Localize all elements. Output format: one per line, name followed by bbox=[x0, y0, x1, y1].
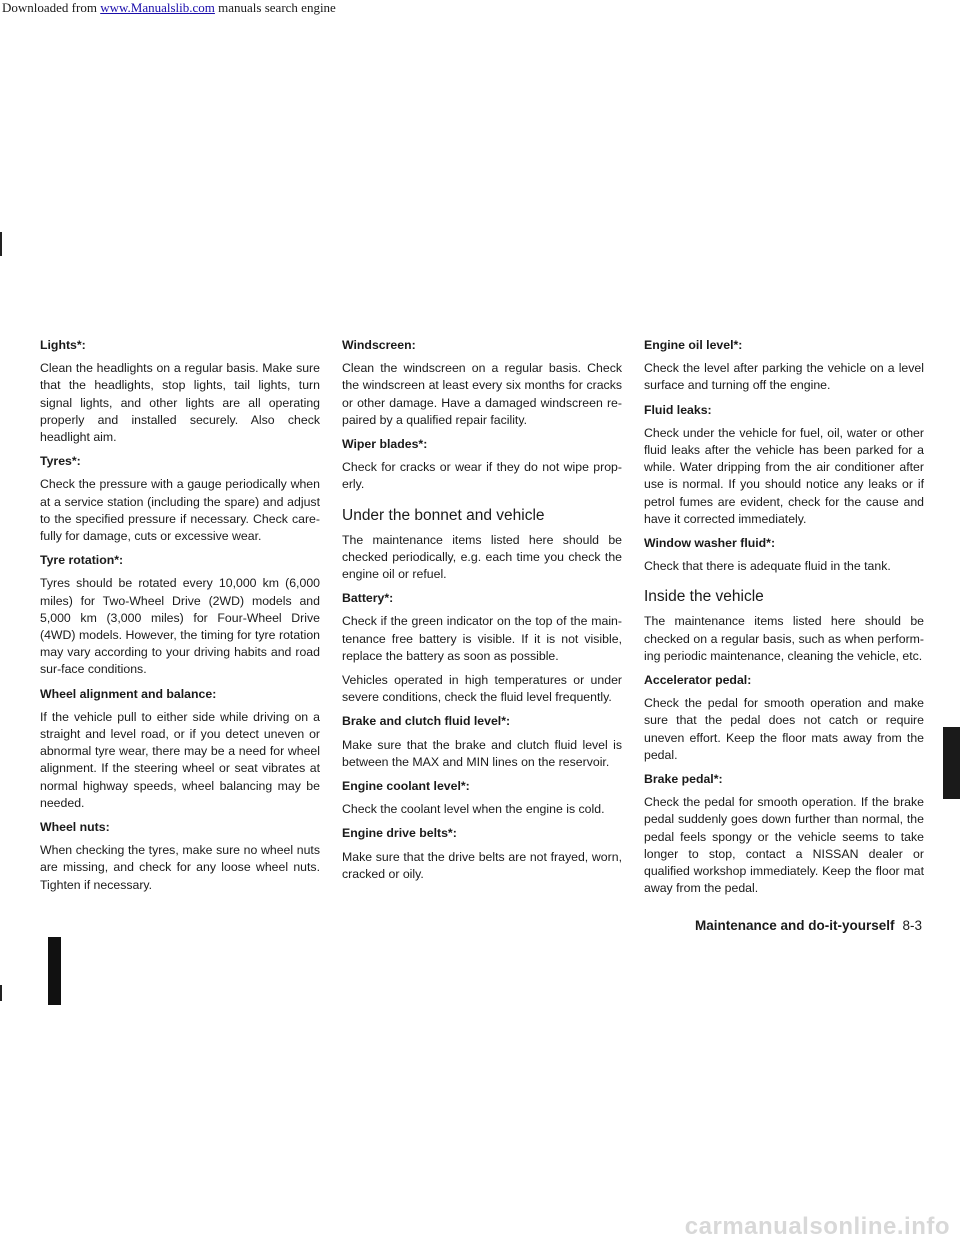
battery-text-1: Check if the green indicator on the top of the main-tenance free battery is visible. If it is not visible, replace the battery as soon as possible. bbox=[342, 614, 622, 663]
wheel-alignment-text: If the vehicle pull to either side while driving on a straight and level road, or if you detect uneven or abnormal tyre wear, there may be a need for wheel alignment. If the steering wheel or seat vibrates at normal highway speeds, wheel balancing may be needed. bbox=[40, 709, 320, 810]
battery-heading: Battery*: bbox=[342, 591, 394, 606]
crop-mark-bottom-left bbox=[0, 985, 2, 1001]
inside-vehicle-intro: The maintenance items listed here should be checked on a regular basis, such as when perform-ing periodic maintenance, cleaning the vehicle, etc. bbox=[644, 614, 924, 663]
drive-belts-heading: Engine drive belts*: bbox=[342, 826, 457, 841]
wiper-blades-text: Check for cracks or wear if they do not wipe prop-erly. bbox=[342, 460, 622, 492]
battery-text-2: Vehicles operated in high temperatures or under severe conditions, check the fluid level frequently. bbox=[342, 673, 622, 705]
fluid-leaks-heading: Fluid leaks: bbox=[644, 402, 712, 417]
manualslib-link[interactable]: www.Manualslib.com bbox=[100, 0, 215, 15]
download-banner bbox=[0, 0, 960, 16]
brake-clutch-fluid-text: Make sure that the brake and clutch fluid level is between the MAX and MIN lines on the reservoir. bbox=[342, 737, 622, 769]
page-number: 8-3 bbox=[902, 918, 922, 933]
engine-coolant-heading: Engine coolant level*: bbox=[342, 779, 470, 794]
accelerator-pedal-text: Check the pedal for smooth operation and make sure that the pedal does not catch or require uneven effort. Keep the floor mats away from the pedal. bbox=[644, 696, 924, 762]
engine-coolant-text: Check the coolant level when the engine is cold. bbox=[342, 802, 605, 817]
wheel-nuts-text: When checking the tyres, make sure no wheel nuts are missing, and check for any loose wheel nuts. Tighten if necessary. bbox=[40, 843, 320, 892]
windscreen-text: Clean the windscreen on a regular basis. Check the windscreen at least every six months for cracks or other damage. Have a damaged windscreen re-paired by a qualified repair facility. bbox=[342, 361, 622, 427]
tyre-rotation-text: Tyres should be rotated every 10,000 km (6,000 miles) for Two-Wheel Drive (2WD) models and 5,000 km (3,000 miles) for Four-Wheel Drive (4WD) models. However, the timing for tyre rotation may vary according to your driving habits and road sur-face conditions. bbox=[40, 576, 320, 677]
brake-pedal-heading: Brake pedal*: bbox=[644, 772, 723, 787]
washer-fluid-heading: Window washer fluid*: bbox=[644, 536, 776, 551]
banner-prefix: Downloaded from bbox=[2, 0, 101, 15]
accelerator-pedal-heading: Accelerator pedal: bbox=[644, 673, 752, 688]
inside-vehicle-section-title: Inside the vehicle bbox=[644, 588, 764, 606]
column-right bbox=[644, 337, 924, 904]
banner-suffix: manuals search engine bbox=[214, 0, 336, 15]
wiper-blades-heading: Wiper blades*: bbox=[342, 437, 428, 452]
footer-section-title: Maintenance and do-it-yourself bbox=[694, 918, 895, 933]
wheel-alignment-heading: Wheel alignment and balance: bbox=[40, 686, 217, 701]
under-bonnet-section-title: Under the bonnet and vehicle bbox=[342, 506, 545, 524]
column-left bbox=[40, 337, 320, 901]
chapter-thumb-tab bbox=[943, 727, 960, 799]
column-middle bbox=[342, 337, 622, 890]
windscreen-heading: Windscreen: bbox=[342, 338, 416, 352]
lights-heading: Lights*: bbox=[40, 338, 86, 352]
tyre-rotation-heading: Tyre rotation*: bbox=[40, 553, 124, 568]
page-footer bbox=[695, 918, 922, 933]
brake-clutch-fluid-heading: Brake and clutch fluid level*: bbox=[342, 714, 511, 729]
drive-belts-text: Make sure that the drive belts are not frayed, worn, cracked or oily. bbox=[342, 849, 622, 881]
fluid-leaks-text: Check under the vehicle for fuel, oil, water or other fluid leaks after the vehicle has been parked for a while. Water dripping from the air conditioner after use is normal. If you should notice any leaks or if petrol fumes are evident, check for the cause and have it corrected immediately. bbox=[644, 425, 924, 526]
wheel-nuts-heading: Wheel nuts: bbox=[40, 820, 110, 835]
engine-oil-text: Check the level after parking the vehicle on a level surface and turning off the engine. bbox=[644, 361, 924, 393]
binding-bar bbox=[48, 937, 61, 1005]
tyres-heading: Tyres*: bbox=[40, 454, 81, 469]
under-bonnet-intro: The maintenance items listed here should be checked periodically, e.g. each time you check the engine oil or refuel. bbox=[342, 532, 622, 582]
site-watermark: carmanualsonline.info bbox=[684, 1213, 950, 1240]
crop-mark-top-left bbox=[0, 232, 2, 256]
washer-fluid-text: Check that there is adequate fluid in the tank. bbox=[644, 559, 891, 574]
brake-pedal-text: Check the pedal for smooth operation. If the brake pedal suddenly goes down further than normal, the pedal feels spongy or the vehicle seems to take longer to stop, contact a NISSAN dealer or qualified workshop immediately. Keep the floor mat away from the pedal. bbox=[644, 795, 924, 896]
engine-oil-heading: Engine oil level*: bbox=[644, 338, 743, 352]
tyres-text: Check the pressure with a gauge periodically when at a service station (including the spare) and adjust to the specified pressure if necessary. Check care-fully for damage, cuts or excessive wear. bbox=[40, 477, 320, 544]
lights-text: Clean the headlights on a regular basis. Make sure that the headlights, stop lights, tail lights, turn signal lights, and other lights are all operating properly and installed securely. Also check headlight aim. bbox=[40, 361, 320, 445]
